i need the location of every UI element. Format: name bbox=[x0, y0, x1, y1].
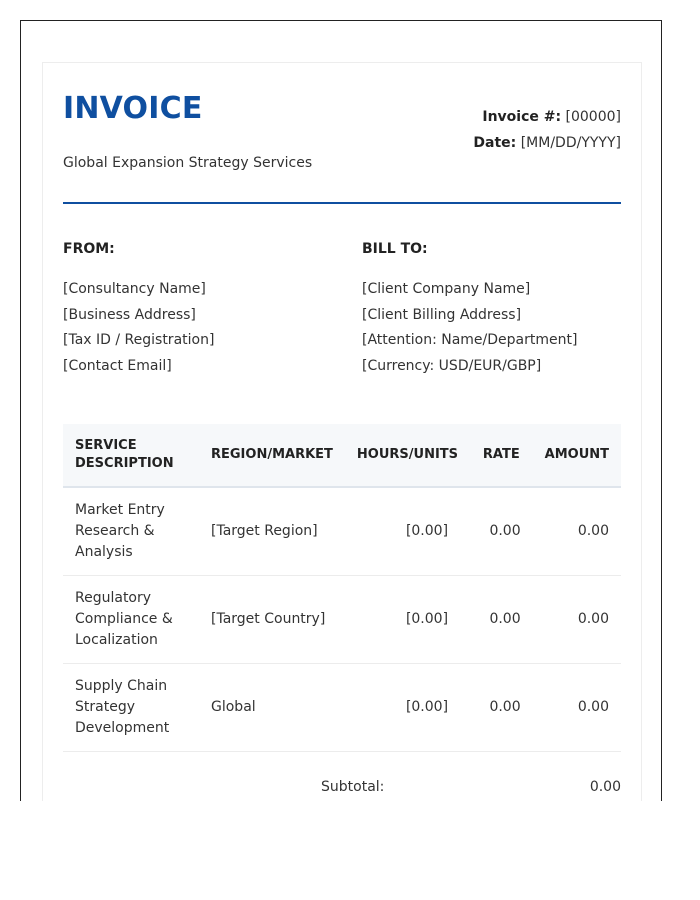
subtotal-value: 0.00 bbox=[589, 779, 621, 795]
row-rate: 0.00 bbox=[470, 487, 533, 576]
line-items-table bbox=[63, 424, 621, 752]
subtotal-row bbox=[63, 779, 621, 801]
table-header-row bbox=[63, 424, 621, 487]
from-line: [Contact Email] bbox=[63, 357, 172, 374]
invoice-number-value: [00000] bbox=[565, 109, 621, 125]
bill-to-heading: BILL TO: bbox=[362, 241, 428, 257]
table-row bbox=[63, 664, 621, 752]
from-line: [Consultancy Name] bbox=[63, 281, 206, 297]
invoice-date-label: Date: bbox=[473, 135, 517, 151]
row-rate: 0.00 bbox=[470, 576, 533, 664]
row-region: [Target Region] bbox=[199, 487, 345, 576]
bill-to-section bbox=[362, 239, 642, 379]
from-section bbox=[63, 239, 343, 379]
bill-to-line: [Attention: Name/Department] bbox=[362, 332, 578, 348]
header-service-description: SERVICE DESCRIPTION bbox=[63, 424, 199, 487]
from-line: [Tax ID / Registration] bbox=[63, 332, 215, 348]
from-heading: FROM: bbox=[63, 241, 115, 257]
invoice-subtitle: Global Expansion Strategy Services bbox=[63, 155, 313, 171]
bill-to-line: [Client Company Name] bbox=[362, 281, 531, 297]
header-hours-units: HOURS/UNITS bbox=[345, 424, 470, 487]
header-divider bbox=[63, 202, 621, 204]
invoice-title: INVOICE bbox=[63, 91, 203, 126]
from-line: [Business Address] bbox=[63, 306, 196, 323]
header-region-market: REGION/MARKET bbox=[199, 424, 345, 487]
invoice-meta bbox=[473, 104, 621, 156]
row-amount: 0.00 bbox=[533, 487, 621, 576]
subtotal-label: Subtotal: bbox=[321, 779, 385, 795]
row-description: Market Entry Research & Analysis bbox=[63, 487, 199, 576]
row-amount: 0.00 bbox=[533, 664, 621, 752]
row-description: Supply Chain Strategy Development bbox=[63, 664, 199, 752]
invoice-card bbox=[42, 62, 642, 801]
row-amount: 0.00 bbox=[533, 576, 621, 664]
invoice-number-line bbox=[473, 104, 621, 130]
row-description: Regulatory Compliance & Localization bbox=[63, 576, 199, 664]
invoice-date-value: [MM/DD/YYYY] bbox=[520, 135, 621, 151]
row-hours: [0.00] bbox=[345, 576, 470, 664]
table-row bbox=[63, 487, 621, 576]
invoice-date-line bbox=[473, 130, 621, 156]
row-hours: [0.00] bbox=[345, 664, 470, 752]
page-frame bbox=[20, 20, 662, 801]
header-amount: AMOUNT bbox=[533, 424, 621, 487]
row-rate: 0.00 bbox=[470, 664, 533, 752]
bill-to-line: [Currency: USD/EUR/GBP] bbox=[362, 357, 542, 374]
table-row bbox=[63, 576, 621, 664]
row-region: Global bbox=[199, 664, 345, 752]
row-hours: [0.00] bbox=[345, 487, 470, 576]
row-region: [Target Country] bbox=[199, 576, 345, 664]
header-rate: RATE bbox=[470, 424, 533, 487]
bill-to-line: [Client Billing Address] bbox=[362, 306, 522, 323]
invoice-number-label: Invoice #: bbox=[482, 109, 562, 125]
